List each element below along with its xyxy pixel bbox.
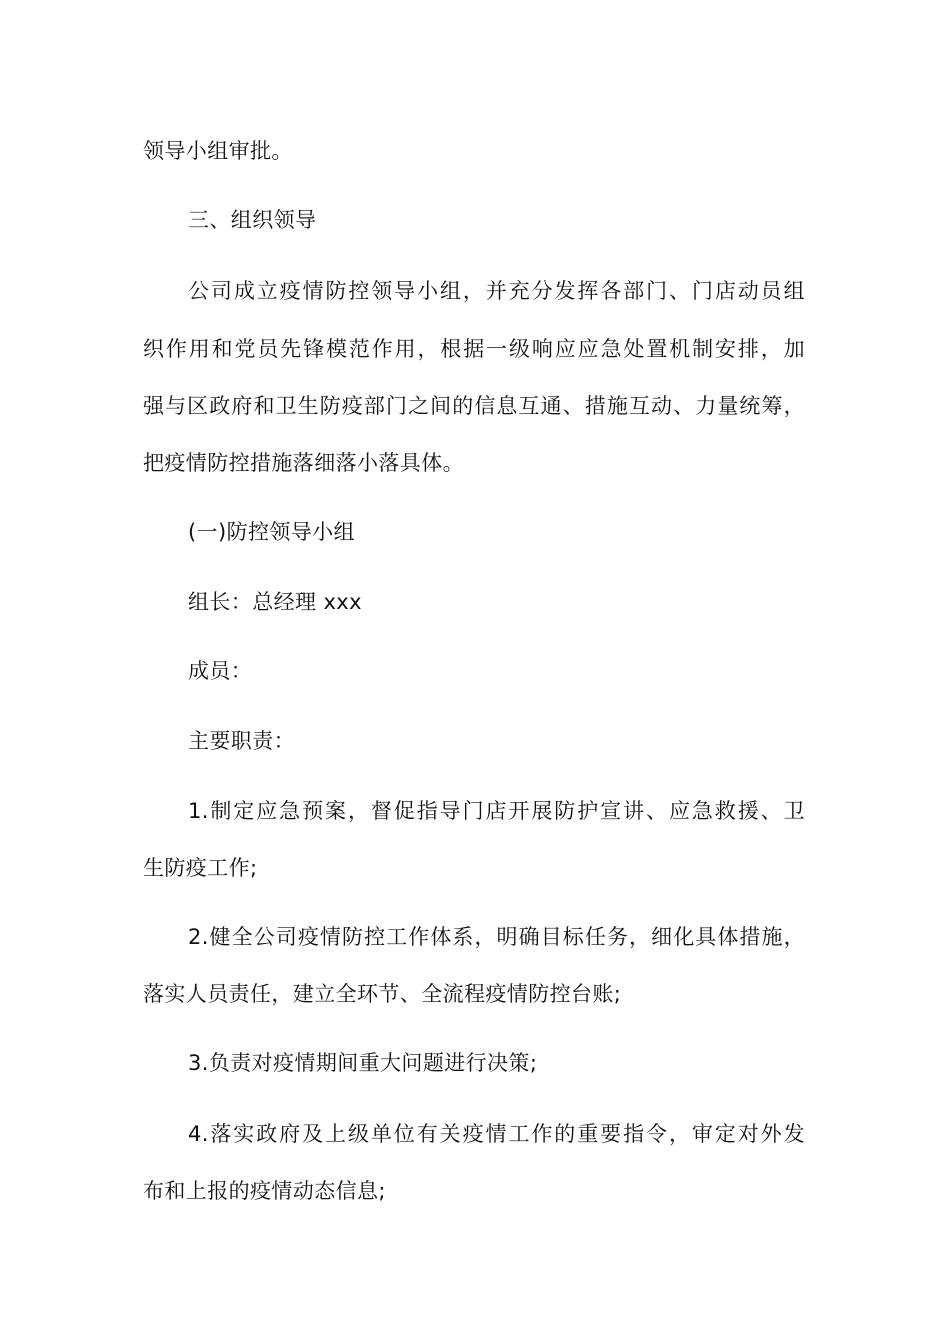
paragraph-line: 强与区政府和卫生防疫部门之间的信息互通、措施互动、力量统筹， — [143, 394, 805, 418]
section-heading: 三、组织领导 — [188, 208, 317, 232]
paragraph-line: 织作用和党员先锋模范作用，根据一级响应应急处置机制安排，加 — [143, 337, 805, 361]
list-item-line: 布和上报的疫情动态信息; — [143, 1179, 386, 1203]
subsection-heading: (一)防控领导小组 — [188, 520, 355, 544]
list-item-line: 落实人员责任，建立全环节、全流程疫情防控台账; — [143, 982, 622, 1006]
duties-heading: 主要职责： — [188, 729, 295, 753]
list-item-line: 3.负责对疫情期间重大问题进行决策; — [188, 1051, 538, 1075]
list-item-line: 生防疫工作; — [143, 856, 258, 880]
paragraph-line: 公司成立疫情防控领导小组，并充分发挥各部门、门店动员组 — [188, 279, 805, 303]
leader-line: 组长：总经理 xxx — [188, 590, 362, 614]
members-line: 成员： — [188, 659, 253, 683]
list-item-line: 2.健全公司疫情防控工作体系，明确目标任务，细化具体措施， — [188, 925, 805, 949]
paragraph-line: 把疫情防控措施落细落小落具体。 — [143, 451, 464, 475]
text-line: 领导小组审批。 — [143, 139, 293, 163]
list-item-line: 1.制定应急预案，督促指导门店开展防护宣讲、应急救援、卫 — [188, 799, 805, 823]
list-item-line: 4.落实政府及上级单位有关疫情工作的重要指令，审定对外发 — [188, 1122, 805, 1146]
